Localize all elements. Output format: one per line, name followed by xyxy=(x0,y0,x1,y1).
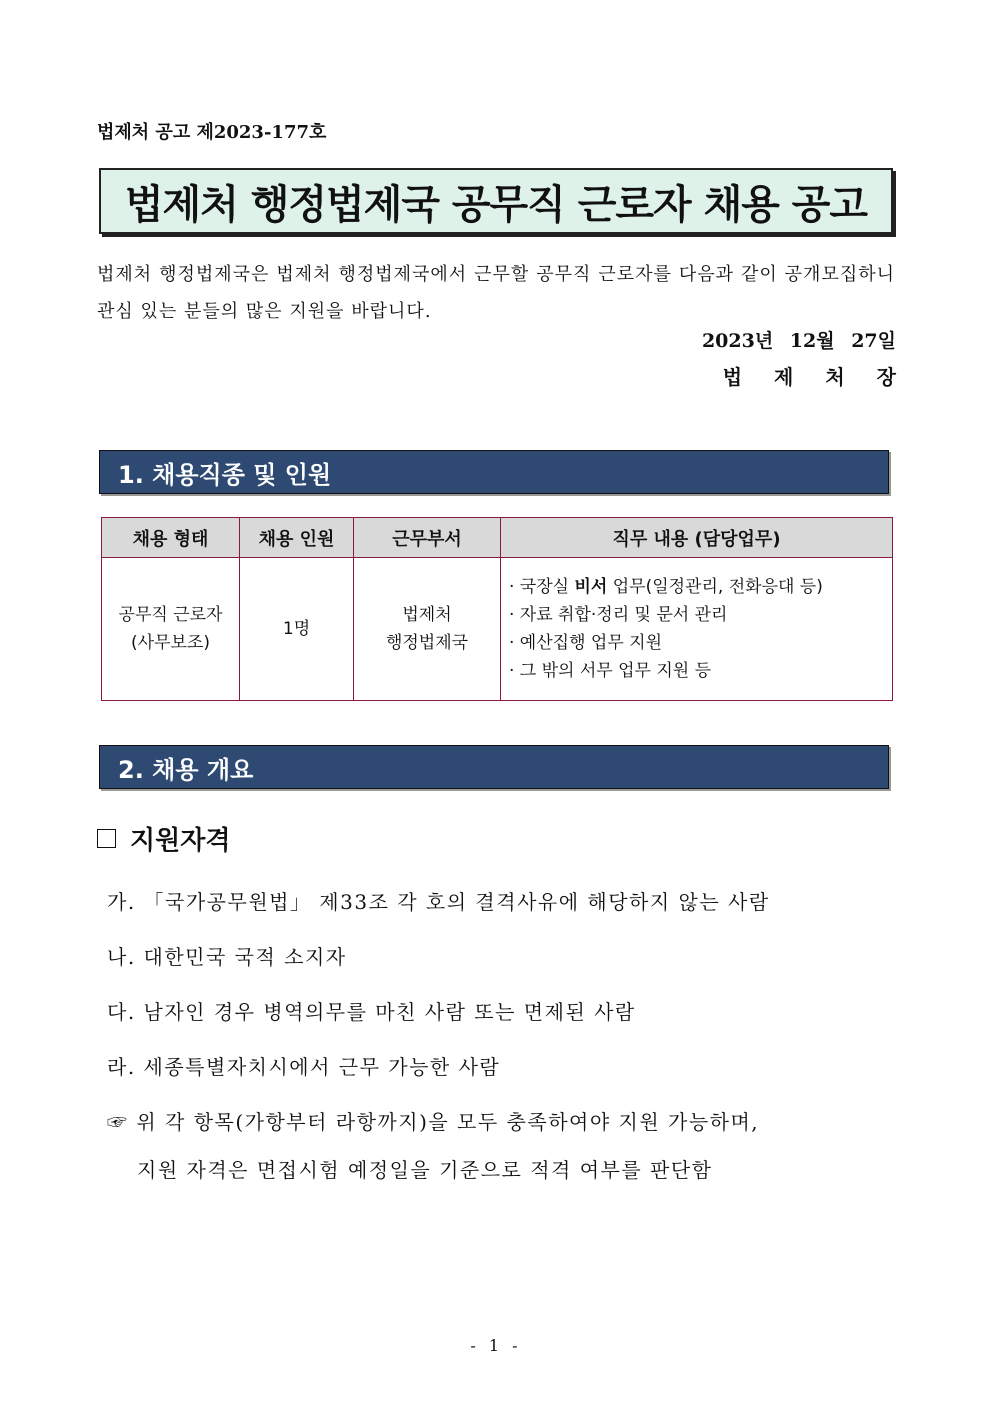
page-number: - 1 - xyxy=(470,1336,522,1355)
employment-subtype: (사무보조) xyxy=(131,633,210,653)
title-box xyxy=(99,168,893,234)
header-employment-type: 채용 형태 xyxy=(102,518,240,558)
duty-item: · 국장실 비서 업무(일정관리, 전화응대 등) xyxy=(509,577,823,597)
employment-type-cell xyxy=(102,558,240,701)
qualification-item: 다. 남자인 경우 병역의무를 마친 사람 또는 면제된 사람 xyxy=(107,1000,636,1024)
qualification-item: 라. 세종특별자치시에서 근무 가능한 사람 xyxy=(107,1055,501,1079)
recruitment-table xyxy=(101,517,893,701)
qualification-item: 나. 대한민국 국적 소지자 xyxy=(107,945,347,969)
table-row xyxy=(102,558,893,701)
notice-number: 법제처 공고 제2023-177호 xyxy=(97,122,327,143)
department-cell xyxy=(354,558,501,701)
qualification-item: 가. 「국가공무원법」 제33조 각 호의 결격사유에 해당하지 않는 사람 xyxy=(107,890,770,914)
duty-item: · 그 밖의 서무 업무 지원 등 xyxy=(509,661,712,681)
header-department: 근무부서 xyxy=(354,518,501,558)
employment-type: 공무직 근로자 xyxy=(118,605,223,625)
checkbox-square-icon xyxy=(97,829,116,848)
document-title: 법제처 행정법제국 공무직 근로자 채용 공고 xyxy=(124,181,868,228)
header-headcount: 채용 인원 xyxy=(240,518,354,558)
duty-item: · 예산집행 업무 지원 xyxy=(509,633,662,653)
qualifications-heading: 지원자격 xyxy=(97,820,230,857)
headcount-cell: 1명 xyxy=(240,558,354,701)
duties-cell xyxy=(501,558,893,701)
header-duties: 직무 내용 (담당업무) xyxy=(501,518,893,558)
table-header-row xyxy=(102,518,893,558)
duty-item: · 자료 취합·정리 및 문서 관리 xyxy=(509,605,728,625)
intro-paragraph: 법제처 행정법제국은 법제처 행정법제국에서 근무할 공무직 근로자를 다음과 같이 공개모집하니 관심 있는 분들의 많은 지원을 바랍니다. xyxy=(97,264,895,322)
notice-date: 2023년 12월 27일 xyxy=(701,330,896,352)
department-bureau: 행정법제국 xyxy=(385,633,469,653)
qualification-note-cont: 지원 자격은 면접시험 예정일을 기준으로 적격 여부를 판단함 xyxy=(137,1158,713,1182)
issuer: 법제처장 xyxy=(722,365,928,389)
department-org: 법제처 xyxy=(402,605,452,625)
section-heading-2: 2. 채용 개요 xyxy=(99,745,889,789)
qualification-note: ☞ 위 각 항목(가항부터 라항까지)을 모두 충족하여야 지원 가능하며, xyxy=(107,1110,760,1134)
section-heading-1: 1. 채용직종 및 인원 xyxy=(99,450,889,494)
